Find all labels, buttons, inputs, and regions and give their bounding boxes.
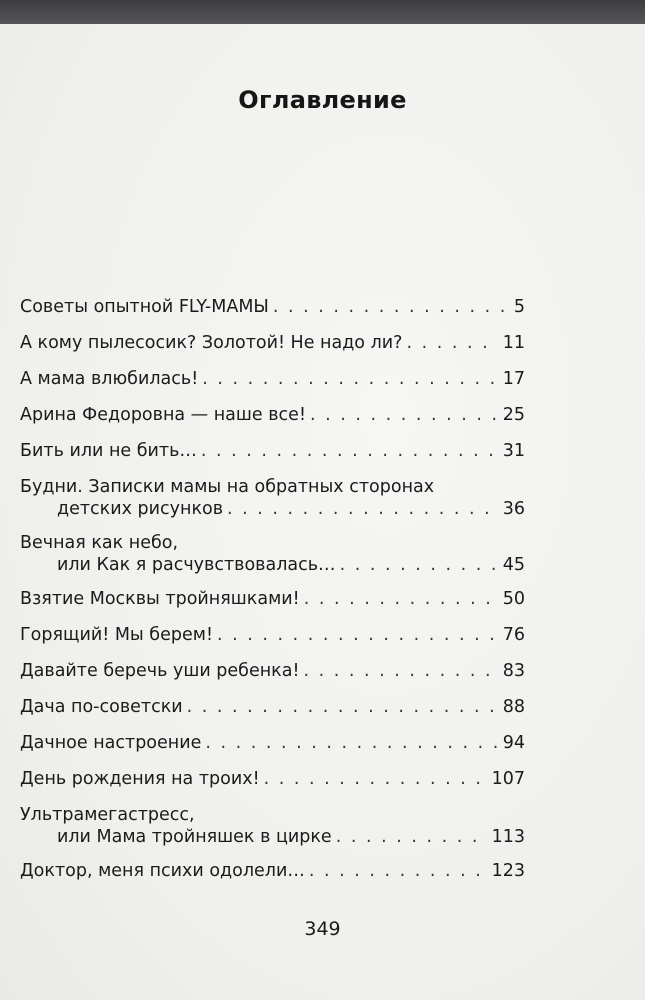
toc-entry xyxy=(20,296,525,318)
toc-entry-title-line: Ультрамегастресс, xyxy=(20,805,195,825)
toc-entry-page: 107 xyxy=(491,769,525,789)
toc-entry-title: Давайте беречь уши ребенка! xyxy=(20,661,300,681)
toc-entry xyxy=(20,476,525,520)
toc-entry-page: 25 xyxy=(502,405,525,425)
toc-entry-title: Арина Федоровна — наше все! xyxy=(20,405,306,425)
toc-entry xyxy=(20,768,525,790)
dot-leader xyxy=(273,296,510,318)
toc-entry xyxy=(20,440,525,462)
toc-entry-title: или Как я расчувствовалась… xyxy=(57,555,336,575)
toc-entry-title: Взятие Москвы тройняшками! xyxy=(20,589,300,609)
toc-entry xyxy=(20,624,525,646)
toc-entry-title: Горящий! Мы берем! xyxy=(20,625,213,645)
toc-entry-title: или Мама тройняшек в цирке xyxy=(57,827,332,847)
dot-leader xyxy=(309,860,488,882)
toc-entry-title: Бить или не бить… xyxy=(20,441,197,461)
dot-leader xyxy=(310,404,499,426)
dot-leader xyxy=(202,368,499,390)
toc-entry-title: Доктор, меня психи одолели… xyxy=(20,861,305,881)
toc-entry-page: 11 xyxy=(502,333,525,353)
page-number: 349 xyxy=(304,918,341,940)
dot-leader xyxy=(406,332,498,354)
toc-entry-page: 36 xyxy=(502,499,525,519)
dot-leader xyxy=(303,660,498,682)
dot-leader xyxy=(264,768,488,790)
toc-entry-title-line: Вечная как небо, xyxy=(20,533,179,553)
toc-entry-title: детских рисунков xyxy=(57,499,224,519)
dot-leader xyxy=(187,696,499,718)
toc-entry-page: 76 xyxy=(502,625,525,645)
toc-entry-title: Дача по-советски xyxy=(20,697,183,717)
toc-entry xyxy=(20,588,525,610)
toc-entry-title: А кому пылесосик? Золотой! Не надо ли? xyxy=(20,333,403,353)
toc-entry-title: Дачное настроение xyxy=(20,733,202,753)
toc-entry xyxy=(20,732,525,754)
toc-entry-page: 5 xyxy=(513,297,525,317)
dot-leader xyxy=(205,732,498,754)
toc-entry-title: Советы опытной FLY-МАМЫ xyxy=(20,297,269,317)
toc-entry-page: 94 xyxy=(502,733,525,753)
toc-entry-page: 83 xyxy=(502,661,525,681)
toc-entry-title: А мама влюбилась! xyxy=(20,369,199,389)
toc-entry xyxy=(20,332,525,354)
toc-entry-page: 50 xyxy=(502,589,525,609)
toc-entry-page: 17 xyxy=(502,369,525,389)
toc-entry xyxy=(20,696,525,718)
dot-leader xyxy=(201,440,499,462)
dot-leader xyxy=(227,498,499,520)
toc-entry xyxy=(20,368,525,390)
dot-leader xyxy=(217,624,499,646)
toc-entry-page: 123 xyxy=(491,861,525,881)
toc-entry-page: 45 xyxy=(502,555,525,575)
dot-leader xyxy=(340,554,499,576)
toc-entry xyxy=(20,660,525,682)
toc-entry xyxy=(20,804,525,848)
dot-leader xyxy=(304,588,499,610)
dot-leader xyxy=(336,826,488,848)
toc-entry-title-line: Будни. Записки мамы на обратных сторонах xyxy=(20,477,435,497)
toc-entry-page: 88 xyxy=(502,697,525,717)
toc-entry-page: 31 xyxy=(502,441,525,461)
toc-entry xyxy=(20,404,525,426)
scan-top-edge xyxy=(0,0,645,24)
page-title: Оглавление xyxy=(238,86,407,114)
toc-entry-title: День рождения на троих! xyxy=(20,769,260,789)
toc-entry-page: 113 xyxy=(491,827,525,847)
toc-entry xyxy=(20,860,525,882)
toc-entry xyxy=(20,532,525,576)
